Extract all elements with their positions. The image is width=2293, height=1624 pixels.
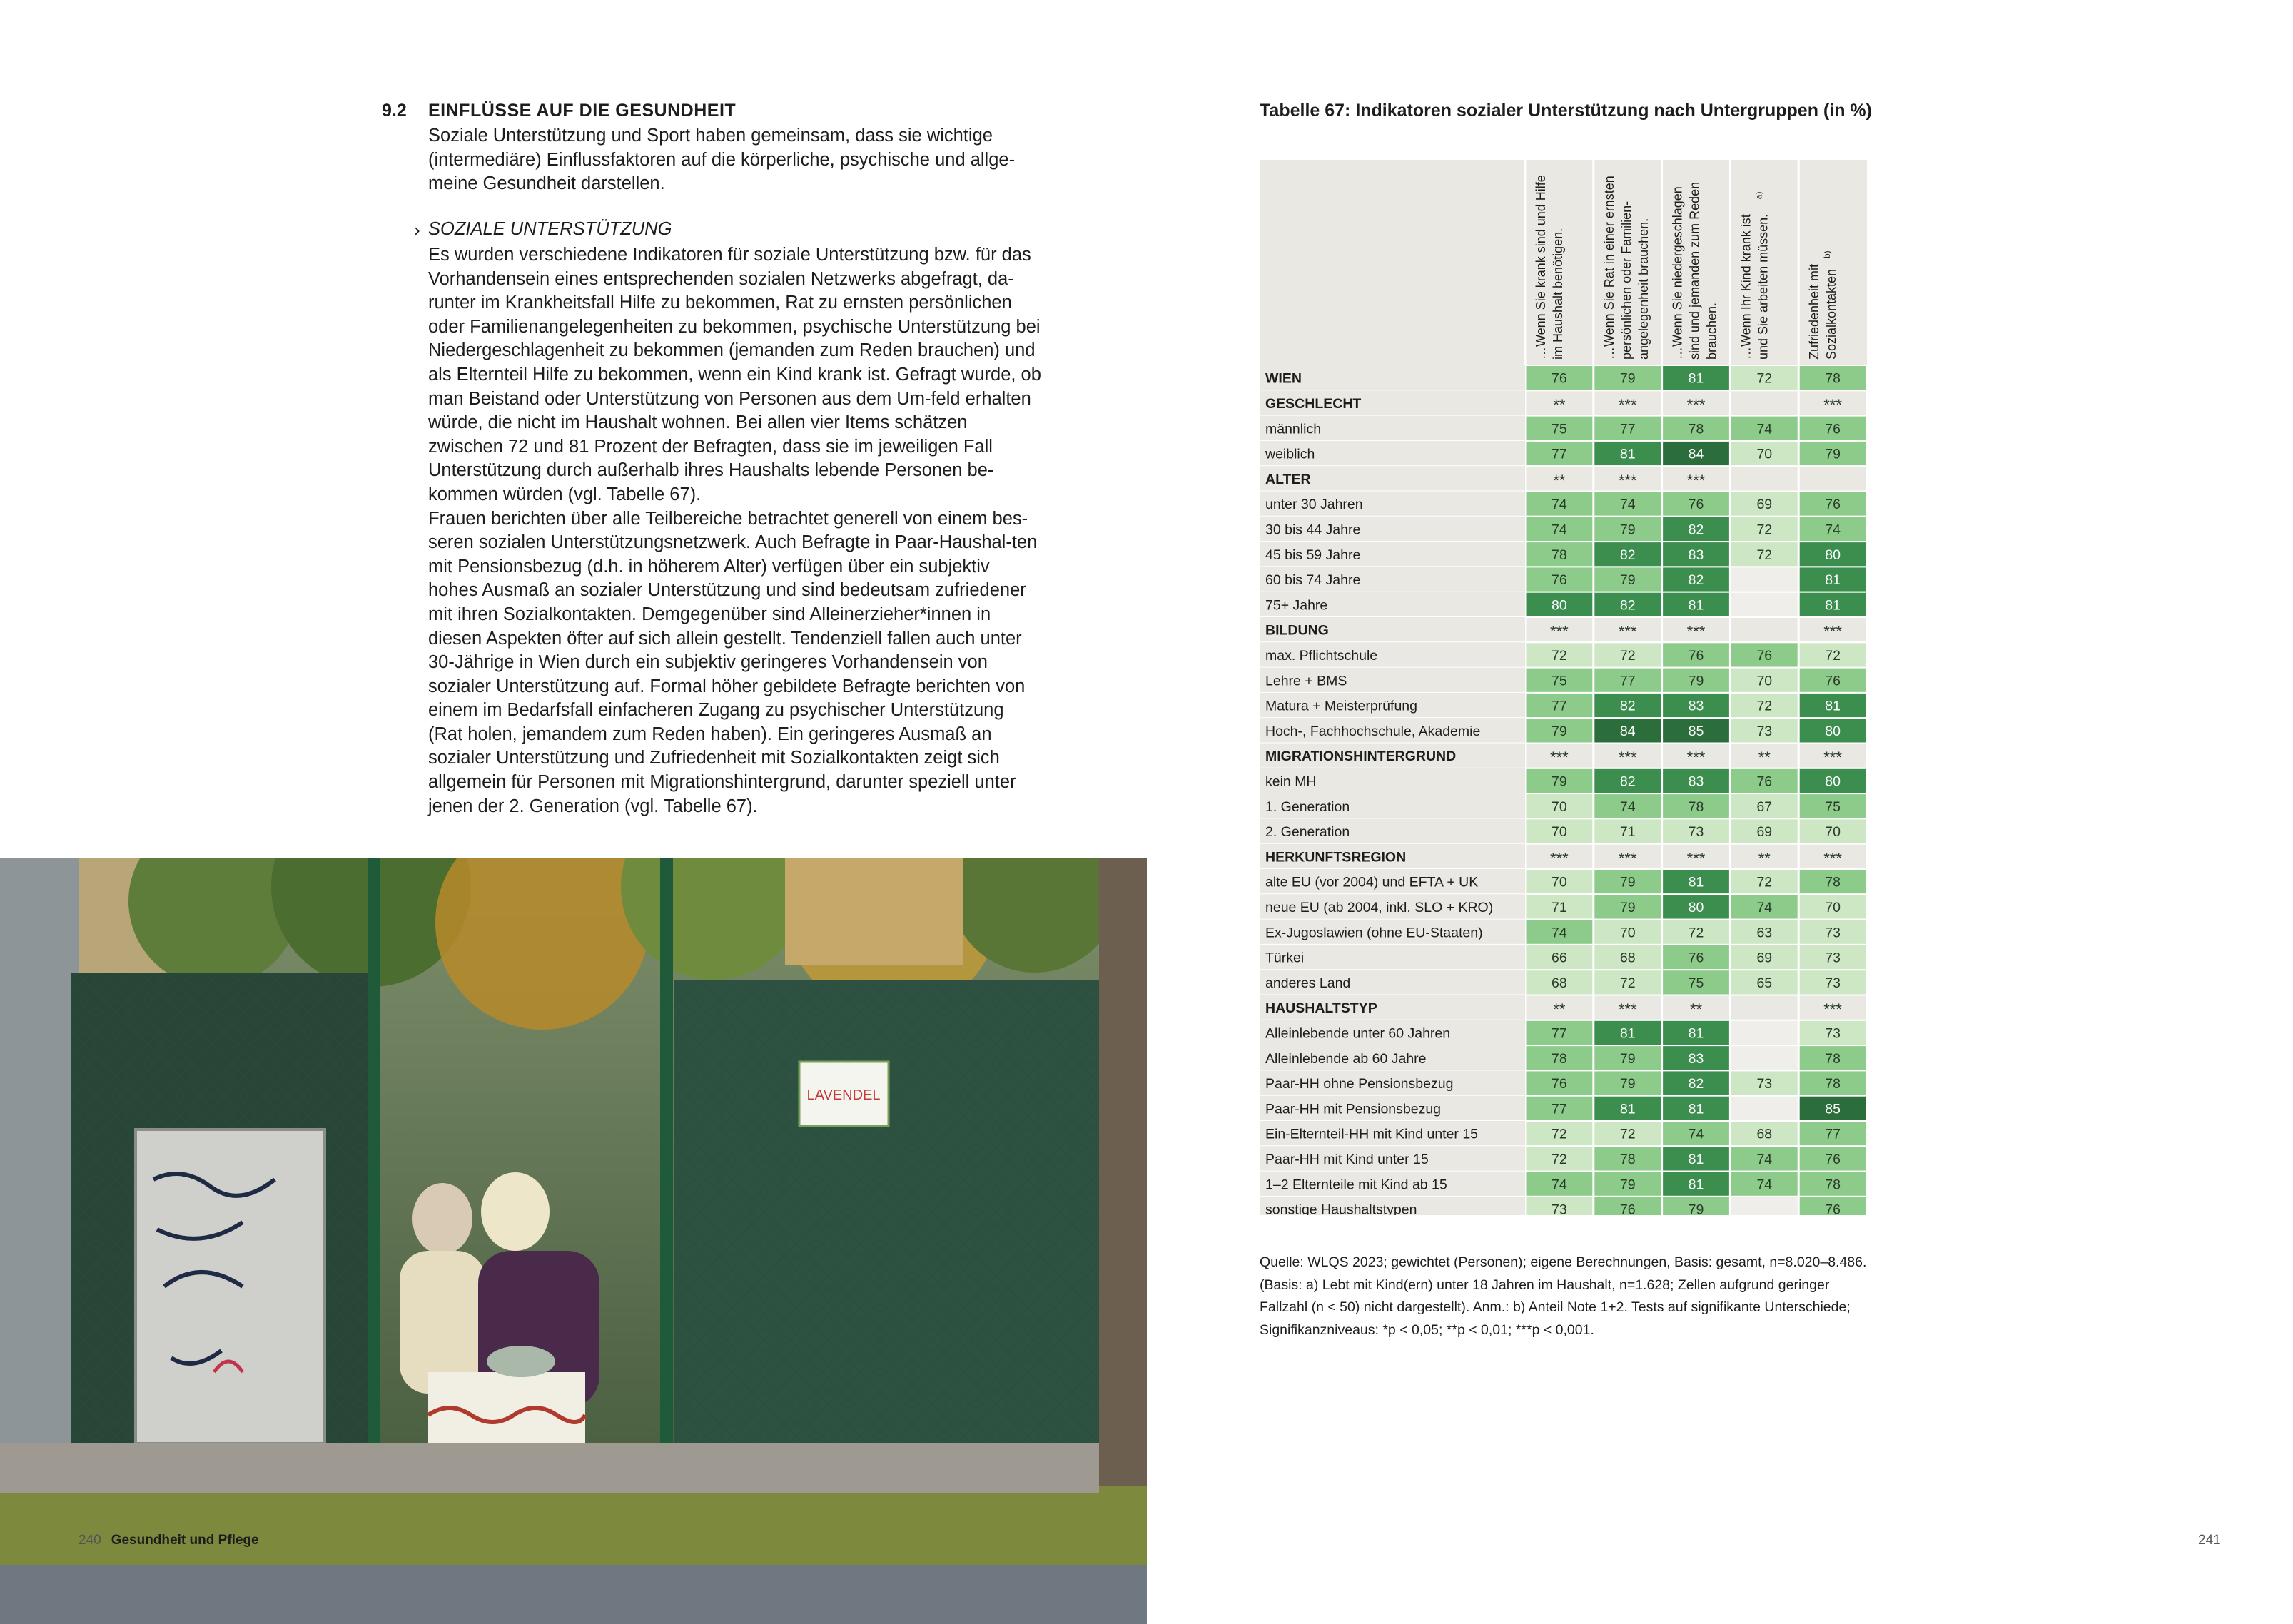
- cell-value: **: [1758, 849, 1771, 868]
- row-label: männlich: [1265, 421, 1322, 437]
- cell-value: 72: [1552, 647, 1567, 664]
- table-cell: [1731, 1097, 1798, 1120]
- cell-value: ***: [1686, 849, 1706, 868]
- cell-value: 63: [1756, 925, 1773, 941]
- cell-value: 81: [1825, 572, 1841, 589]
- cell-value: ***: [1618, 1000, 1637, 1019]
- cell-value: 79: [1619, 874, 1636, 890]
- cell-value: 67: [1756, 798, 1773, 815]
- lavender-sign: LAVENDEL: [806, 1087, 881, 1103]
- cell-value: 74: [1552, 497, 1567, 513]
- cell-value: 71: [1619, 824, 1636, 841]
- cell-value: 76: [1756, 647, 1773, 664]
- cell-value: 80: [1825, 773, 1841, 790]
- column-header-line: brauchen.: [1704, 302, 1719, 360]
- cell-value: 72: [1756, 522, 1773, 538]
- cell-value: ***: [1618, 748, 1637, 767]
- cell-value: 81: [1688, 874, 1704, 890]
- cell-value: 85: [1825, 1101, 1841, 1117]
- cell-value: 72: [1619, 647, 1636, 664]
- cell-value: 73: [1688, 824, 1704, 841]
- body-text-block: [428, 243, 1042, 818]
- street-photo: [0, 858, 1147, 1624]
- cell-value: 70: [1619, 925, 1636, 941]
- cell-value: ***: [1823, 395, 1842, 414]
- column-header-line: …Wenn Sie krank sind und Hilfe: [1534, 175, 1548, 360]
- cell-value: 79: [1552, 723, 1567, 739]
- column-header-line: im Haushalt benötigen.: [1551, 228, 1565, 360]
- row-label: HERKUNFTSREGION: [1265, 849, 1407, 866]
- cell-value: ***: [1686, 395, 1706, 414]
- cell-value: ***: [1686, 622, 1706, 641]
- cell-value: 81: [1688, 1151, 1704, 1167]
- row-label: BILDUNG: [1265, 622, 1329, 639]
- cell-value: 76: [1825, 1202, 1841, 1215]
- cell-value: 79: [1619, 1177, 1636, 1193]
- cell-value: 65: [1756, 975, 1773, 991]
- paragraph-2: Frauen berichten über alle Teilbereiche betrachtet generell von einem bes-seren sozialen Unterstützungsnetzwerk. Auch Befragte in Paar-Haushal-ten mit Pensionsbezug (d.h. in höherem Alter) verfügen über ein subjektiv hohes Ausmaß an sozialer Unterstützung und sind bedeutsam zufriedener mit ihren Sozialkontakten. Demgegenüber sind Alleinerzieher*innen in diesen Aspekten öfter auf sich allein gestellt. Tendenziell fallen auch unter 30-Jährige in Wien durch ein subjektiv geringeres Vorhandensein von sozialer Unterstützung auf. Formal höher gebildete Befragte berichten von einem im Bedarfsfall einfacheren Zugang zu psychischer Unterstützung (Rat holen, jemandem zum Reden haben). Ein geringeres Ausmaß an sozialer Unterstützung und Zufriedenheit mit Sozialkontakten zeigt sich allgemein für Personen mit Migrationshintergrund, darunter speziell unter jenen der 2. Generation (vgl. Tabelle 67).: [428, 508, 1038, 816]
- cell-value: 78: [1825, 370, 1841, 387]
- cell-value: 82: [1688, 522, 1704, 538]
- table-cell: [1731, 996, 1798, 1020]
- cell-value: 82: [1619, 698, 1636, 714]
- cell-value: 75: [1688, 975, 1704, 991]
- column-header-line: Sozialkontakten: [1824, 268, 1839, 360]
- cell-value: 76: [1825, 673, 1841, 689]
- column-footnote-marker: b): [1822, 250, 1833, 258]
- cell-value: 78: [1619, 1151, 1636, 1167]
- cell-value: 81: [1688, 1177, 1704, 1193]
- cell-value: **: [1553, 395, 1566, 414]
- cell-value: 73: [1825, 975, 1841, 991]
- cell-value: 83: [1688, 698, 1704, 714]
- page-footer-left: [79, 1533, 259, 1548]
- cell-value: ***: [1823, 748, 1842, 767]
- row-label: Paar-HH mit Pensionsbezug: [1265, 1101, 1442, 1117]
- cell-value: 78: [1552, 547, 1567, 563]
- cell-value: 76: [1552, 1076, 1567, 1092]
- row-label: Alleinlebende unter 60 Jahren: [1265, 1025, 1451, 1042]
- table-cell: [1731, 467, 1798, 490]
- table-cell: [1731, 391, 1798, 415]
- cell-value: ***: [1618, 849, 1637, 868]
- column-header-line: sind und jemanden zum Reden: [1687, 181, 1702, 360]
- row-label: weiblich: [1265, 446, 1315, 462]
- page-number-right: 241: [2198, 1533, 2221, 1548]
- row-label: 1. Generation: [1265, 798, 1350, 815]
- table-cell: [1731, 618, 1798, 641]
- cell-value: 79: [1552, 773, 1567, 790]
- cell-value: 72: [1619, 1126, 1636, 1142]
- table-cell: [1800, 467, 1866, 490]
- cell-value: 79: [1619, 370, 1636, 387]
- cell-value: 74: [1619, 798, 1636, 815]
- column-header-line: …Wenn Sie niedergeschlagen: [1670, 186, 1685, 360]
- cell-value: 76: [1756, 773, 1773, 790]
- cell-value: ***: [1550, 622, 1569, 641]
- section-title: EINFLÜSSE AUF DIE GESUNDHEIT: [428, 101, 737, 121]
- cell-value: 77: [1619, 421, 1636, 437]
- cell-value: 73: [1756, 723, 1773, 739]
- cell-value: 78: [1552, 1050, 1567, 1067]
- cell-value: 72: [1825, 647, 1841, 664]
- row-label: 1–2 Elternteile mit Kind ab 15: [1265, 1177, 1447, 1193]
- row-label: Hoch-, Fachhochschule, Akademie: [1265, 723, 1481, 739]
- cell-value: 80: [1825, 723, 1841, 739]
- row-label: Alleinlebende ab 60 Jahre: [1265, 1050, 1427, 1067]
- cell-value: 78: [1688, 421, 1704, 437]
- cell-value: 73: [1825, 925, 1841, 941]
- column-footnote-marker: a): [1753, 191, 1764, 200]
- cell-value: 69: [1756, 497, 1773, 513]
- cell-value: 79: [1619, 1076, 1636, 1092]
- table-cell: [1731, 593, 1798, 616]
- row-label: Ein-Elternteil-HH mit Kind unter 15: [1265, 1126, 1479, 1142]
- cell-value: 81: [1688, 1101, 1704, 1117]
- cell-value: 75: [1825, 798, 1841, 815]
- cell-value: 68: [1552, 975, 1567, 991]
- subsection-title: SOZIALE UNTERSTÜTZUNG: [428, 219, 672, 239]
- row-label: 2. Generation: [1265, 824, 1350, 841]
- cell-value: 72: [1552, 1151, 1567, 1167]
- table-svg: [1260, 160, 1867, 1215]
- cell-value: 75: [1552, 421, 1567, 437]
- cell-value: ***: [1618, 622, 1637, 641]
- cell-value: 77: [1619, 673, 1636, 689]
- indicator-table: [1260, 160, 1867, 1215]
- cell-value: 79: [1688, 673, 1704, 689]
- cell-value: 72: [1756, 547, 1773, 563]
- cell-value: 78: [1825, 1076, 1841, 1092]
- cell-value: 81: [1825, 597, 1841, 614]
- row-label: GESCHLECHT: [1265, 395, 1362, 412]
- cell-value: 70: [1552, 824, 1567, 841]
- cell-value: **: [1689, 1000, 1703, 1019]
- row-label: anderes Land: [1265, 975, 1351, 991]
- cell-value: 72: [1756, 370, 1773, 387]
- cell-value: 70: [1552, 874, 1567, 890]
- cell-value: 76: [1825, 497, 1841, 513]
- row-label: MIGRATIONSHINTERGRUND: [1265, 748, 1457, 765]
- cell-value: 77: [1825, 1126, 1841, 1142]
- cell-value: 73: [1756, 1076, 1773, 1092]
- column-header-line: Zufriedenheit mit: [1807, 263, 1822, 360]
- cell-value: 72: [1756, 698, 1773, 714]
- row-label: 30 bis 44 Jahre: [1265, 522, 1361, 538]
- cell-value: ***: [1823, 849, 1842, 868]
- cell-value: 82: [1688, 572, 1704, 589]
- cell-value: 81: [1688, 370, 1704, 387]
- column-header-line: persönlichen oder Familien-: [1619, 201, 1634, 360]
- row-label: 45 bis 59 Jahre: [1265, 547, 1361, 563]
- row-label: ALTER: [1265, 471, 1311, 487]
- row-label: HAUSHALTSTYP: [1265, 1000, 1377, 1017]
- cell-value: 78: [1688, 798, 1704, 815]
- row-label: Ex-Jugoslawien (ohne EU-Staaten): [1265, 925, 1483, 941]
- cell-value: 84: [1688, 446, 1704, 462]
- cell-value: 80: [1552, 597, 1567, 614]
- cell-value: 79: [1619, 899, 1636, 915]
- cell-value: 78: [1825, 1050, 1841, 1067]
- row-label: alte EU (vor 2004) und EFTA + UK: [1265, 874, 1479, 890]
- cell-value: ***: [1823, 1000, 1842, 1019]
- cell-value: 77: [1552, 446, 1567, 462]
- chevron-right-icon: ›: [414, 219, 420, 240]
- page-number-left: 240: [79, 1533, 101, 1548]
- cell-value: 79: [1619, 572, 1636, 589]
- cell-value: 72: [1688, 925, 1704, 941]
- row-label: sonstige Haushaltstypen: [1265, 1202, 1417, 1215]
- row-label: Paar-HH ohne Pensionsbezug: [1265, 1076, 1454, 1092]
- cell-value: 74: [1825, 522, 1841, 538]
- cell-value: 74: [1688, 1126, 1704, 1142]
- cell-value: 70: [1756, 446, 1773, 462]
- cell-value: 74: [1756, 421, 1773, 437]
- cell-value: **: [1553, 1000, 1566, 1019]
- cell-value: 74: [1756, 1151, 1773, 1167]
- row-label: unter 30 Jahren: [1265, 497, 1363, 513]
- row-label: 60 bis 74 Jahre: [1265, 572, 1361, 589]
- cell-value: ***: [1618, 395, 1637, 414]
- cell-value: 81: [1619, 446, 1636, 462]
- cell-value: 70: [1756, 673, 1773, 689]
- cell-value: 71: [1552, 899, 1567, 915]
- row-label: Matura + Meisterprüfung: [1265, 698, 1417, 714]
- cell-value: 74: [1552, 1177, 1567, 1193]
- cell-value: 70: [1825, 899, 1841, 915]
- cell-value: 84: [1619, 723, 1636, 739]
- cell-value: 83: [1688, 773, 1704, 790]
- table-cell: [1731, 1021, 1798, 1045]
- table-cell: [1731, 567, 1798, 591]
- cell-value: 81: [1619, 1025, 1636, 1042]
- cell-value: 83: [1688, 1050, 1704, 1067]
- row-label: kein MH: [1265, 773, 1317, 790]
- cell-value: ***: [1550, 849, 1569, 868]
- cell-value: 80: [1825, 547, 1841, 563]
- cell-value: 73: [1825, 950, 1841, 966]
- row-label: Lehre + BMS: [1265, 673, 1347, 689]
- cell-value: ***: [1686, 748, 1706, 767]
- chapter-name: Gesundheit und Pflege: [111, 1533, 259, 1548]
- row-label: WIEN: [1265, 370, 1302, 387]
- column-header-line: und Sie arbeiten müssen.: [1756, 213, 1771, 360]
- column-header-line: …Wenn Ihr Kind krank ist: [1738, 214, 1753, 360]
- cell-value: 72: [1552, 1126, 1567, 1142]
- cell-value: 82: [1619, 547, 1636, 563]
- cell-value: 68: [1619, 950, 1636, 966]
- cell-value: 79: [1825, 446, 1841, 462]
- cell-value: 72: [1619, 975, 1636, 991]
- cell-value: 81: [1619, 1101, 1636, 1117]
- cell-value: 70: [1825, 824, 1841, 841]
- cell-value: 77: [1552, 698, 1567, 714]
- cell-value: 76: [1619, 1202, 1636, 1215]
- cell-value: 79: [1688, 1202, 1704, 1215]
- cell-value: 82: [1619, 773, 1636, 790]
- cell-value: 85: [1688, 723, 1704, 739]
- row-label: Paar-HH mit Kind unter 15: [1265, 1151, 1429, 1167]
- row-label: 75+ Jahre: [1265, 597, 1328, 614]
- table-title: Tabelle 67: Indikatoren sozialer Unterstützung nach Untergruppen (in %): [1260, 101, 1872, 121]
- cell-value: 75: [1552, 673, 1567, 689]
- table-cell: [1731, 1197, 1798, 1215]
- cell-value: 70: [1552, 798, 1567, 815]
- cell-value: 78: [1825, 1177, 1841, 1193]
- cell-value: 76: [1552, 572, 1567, 589]
- cell-value: 66: [1552, 950, 1567, 966]
- cell-value: 77: [1552, 1025, 1567, 1042]
- table-cell: [1731, 1046, 1798, 1070]
- cell-value: 82: [1619, 597, 1636, 614]
- cell-value: ***: [1823, 622, 1842, 641]
- cell-value: 74: [1756, 1177, 1773, 1193]
- cell-value: 77: [1552, 1101, 1567, 1117]
- cell-value: 72: [1756, 874, 1773, 890]
- cell-value: 78: [1825, 874, 1841, 890]
- row-label: Türkei: [1265, 950, 1305, 966]
- cell-value: 81: [1688, 1025, 1704, 1042]
- cell-value: 74: [1552, 925, 1567, 941]
- cell-value: ***: [1686, 471, 1706, 489]
- cell-value: 80: [1688, 899, 1704, 915]
- cell-value: 73: [1552, 1202, 1567, 1215]
- cell-value: 76: [1688, 950, 1704, 966]
- intro-paragraph: Soziale Unterstützung und Sport haben gemeinsam, dass sie wichtige (intermediäre) Einflussfaktoren auf die körperliche, psychische und allge-meine Gesundheit darstellen.: [428, 126, 1016, 194]
- cell-value: 68: [1756, 1126, 1773, 1142]
- cell-value: 73: [1825, 1025, 1841, 1042]
- cell-value: ***: [1550, 748, 1569, 767]
- cell-value: 83: [1688, 547, 1704, 563]
- cell-value: 69: [1756, 824, 1773, 841]
- row-label: max. Pflichtschule: [1265, 647, 1378, 664]
- column-header-line: angelegenheit brauchen.: [1636, 218, 1651, 360]
- photo-illustration: [0, 858, 1147, 1624]
- cell-value: 76: [1825, 1151, 1841, 1167]
- cell-value: 81: [1688, 597, 1704, 614]
- column-header-line: …Wenn Sie Rat in einer ernsten: [1601, 176, 1616, 360]
- cell-value: 82: [1688, 1076, 1704, 1092]
- table-source-note: Quelle: WLQS 2023; gewichtet (Personen); eigene Berechnungen, Basis: gesamt, n=8.020–8.486. (Basis: a) Lebt mit Kind(ern) unter 18 Jahren im Haushalt, n=1.628; Zellen aufgrund geringer Fallzahl (n < 50) nicht dargestellt). Anm.: b) Anteil Note 1+2. Tests auf signifikante Unterschiede; Signifikanzniveaus: *p < 0,05; **p < 0,01; ***p < 0,001.: [1260, 1254, 1867, 1338]
- row-label: neue EU (ab 2004, inkl. SLO + KRO): [1265, 899, 1494, 915]
- cell-value: 79: [1619, 522, 1636, 538]
- cell-value: 74: [1619, 497, 1636, 513]
- paragraph-1: Es wurden verschiedene Indikatoren für soziale Unterstützung bzw. für das Vorhandensein eines entsprechenden sozialen Netzwerks abgefragt, da-runter im Krankheitsfall Hilfe zu bekommen, Rat zu ernsten persönlichen oder Familienangelegenheiten zu bekommen, psychische Unterstützung bei Niedergeschlagenheit zu bekommen (jemanden zum Reden brauchen) und als Elternteil Hilfe zu bekommen, wenn ein Kind krank ist. Gefragt wurde, ob man Beistand oder Unterstützung von Personen aus dem Um-feld erhalten würde, die nicht im Haushalt wohnen. Bei allen vier Items schätzen zwischen 72 und 81 Prozent der Befragten, dass sie im jeweiligen Fall Unterstützung durch außerhalb ihres Haushalts lebende Personen be-kommen würden (vgl. Tabelle 67).: [428, 245, 1041, 504]
- section-number: 9.2: [382, 101, 407, 121]
- cell-value: 74: [1552, 522, 1567, 538]
- cell-value: ***: [1618, 471, 1637, 489]
- cell-value: **: [1758, 748, 1771, 767]
- cell-value: 76: [1688, 647, 1704, 664]
- cell-value: 69: [1756, 950, 1773, 966]
- cell-value: 76: [1688, 497, 1704, 513]
- cell-value: **: [1553, 471, 1566, 489]
- cell-value: 76: [1825, 421, 1841, 437]
- cell-value: 81: [1825, 698, 1841, 714]
- cell-value: 79: [1619, 1050, 1636, 1067]
- cell-value: 74: [1756, 899, 1773, 915]
- cell-value: 76: [1552, 370, 1567, 387]
